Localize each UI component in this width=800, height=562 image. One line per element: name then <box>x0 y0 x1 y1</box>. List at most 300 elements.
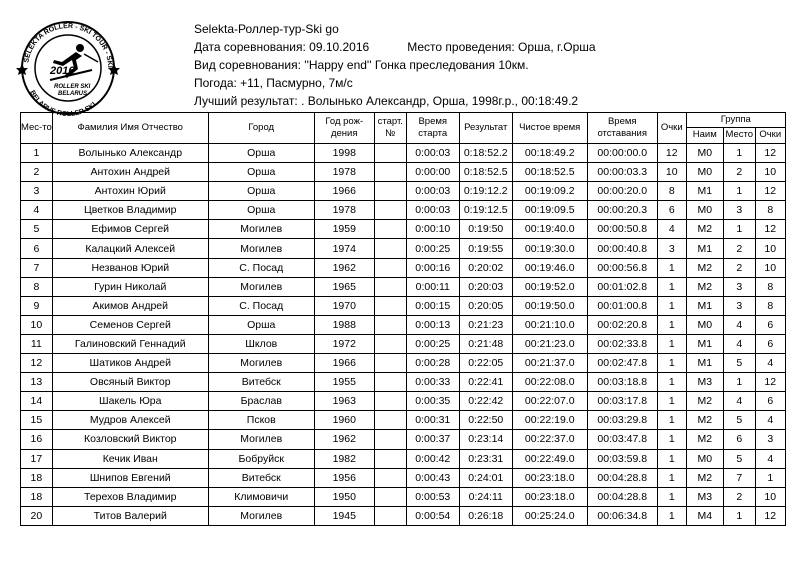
cell-group-place: 2 <box>723 239 755 258</box>
cell-place: 9 <box>21 296 53 315</box>
cell-result: 0:18:52.5 <box>459 163 512 182</box>
cell-name: Мудров Алексей <box>52 411 208 430</box>
cell-city: Могилев <box>208 220 314 239</box>
cell-points: 1 <box>657 411 686 430</box>
cell-place: 10 <box>21 315 53 334</box>
cell-net: 00:19:40.0 <box>512 220 587 239</box>
cell-result: 0:21:48 <box>459 334 512 353</box>
cell-start: 0:00:00 <box>406 163 459 182</box>
cell-result: 0:19:12.2 <box>459 182 512 201</box>
cell-group-points: 4 <box>755 411 785 430</box>
cell-name: Калацкий Алексей <box>52 239 208 258</box>
cell-lag: 00:00:56.8 <box>587 258 657 277</box>
cell-group-name: М2 <box>686 468 723 487</box>
cell-start: 0:00:03 <box>406 144 459 163</box>
cell-place: 14 <box>21 392 53 411</box>
cell-lag: 00:03:18.8 <box>587 373 657 392</box>
cell-result: 0:21:23 <box>459 315 512 334</box>
cell-net: 00:18:49.2 <box>512 144 587 163</box>
cell-bib <box>374 506 406 525</box>
cell-start: 0:00:28 <box>406 354 459 373</box>
cell-result: 0:23:31 <box>459 449 512 468</box>
cell-net: 00:19:46.0 <box>512 258 587 277</box>
cell-points: 8 <box>657 182 686 201</box>
cell-bib <box>374 296 406 315</box>
cell-group-points: 8 <box>755 296 785 315</box>
cell-year: 1962 <box>314 430 374 449</box>
cell-net: 00:22:07.0 <box>512 392 587 411</box>
cell-lag: 00:06:34.8 <box>587 506 657 525</box>
cell-group-name: М1 <box>686 239 723 258</box>
cell-result: 0:20:03 <box>459 277 512 296</box>
cell-lag: 00:01:02.8 <box>587 277 657 296</box>
event-logo <box>14 18 122 118</box>
cell-group-name: М1 <box>686 182 723 201</box>
cell-year: 1960 <box>314 411 374 430</box>
cell-bib <box>374 182 406 201</box>
logo-badge-line2: BELARUS <box>58 91 88 97</box>
cell-lag: 00:04:28.8 <box>587 468 657 487</box>
cell-result: 0:20:02 <box>459 258 512 277</box>
cell-place: 8 <box>21 277 53 296</box>
cell-place: 5 <box>21 220 53 239</box>
cell-year: 1945 <box>314 506 374 525</box>
cell-group-place: 5 <box>723 449 755 468</box>
table-row <box>21 430 786 449</box>
cell-net: 00:22:49.0 <box>512 449 587 468</box>
cell-result: 0:22:05 <box>459 354 512 373</box>
cell-lag: 00:02:20.8 <box>587 315 657 334</box>
cell-group-points: 4 <box>755 354 785 373</box>
cell-city: Браслав <box>208 392 314 411</box>
cell-group-name: М2 <box>686 430 723 449</box>
table-row <box>21 277 786 296</box>
date-place-line <box>194 38 596 56</box>
table-row <box>21 354 786 373</box>
cell-place: 1 <box>21 144 53 163</box>
cell-points: 1 <box>657 468 686 487</box>
cell-city: Витебск <box>208 468 314 487</box>
cell-year: 1963 <box>314 392 374 411</box>
cell-group-place: 4 <box>723 315 755 334</box>
cell-group-points: 3 <box>755 430 785 449</box>
cell-points: 4 <box>657 220 686 239</box>
cell-place: 16 <box>21 430 53 449</box>
cell-year: 1950 <box>314 487 374 506</box>
cell-bib <box>374 392 406 411</box>
cell-year: 1978 <box>314 201 374 220</box>
cell-group-place: 3 <box>723 277 755 296</box>
cell-lag: 00:04:28.8 <box>587 487 657 506</box>
cell-group-points: 6 <box>755 334 785 353</box>
cell-lag: 00:03:17.8 <box>587 392 657 411</box>
cell-start: 0:00:42 <box>406 449 459 468</box>
cell-net: 00:19:09.5 <box>512 201 587 220</box>
cell-group-name: М2 <box>686 277 723 296</box>
cell-place: 3 <box>21 182 53 201</box>
cell-place: 11 <box>21 334 53 353</box>
cell-group-name: М4 <box>686 506 723 525</box>
cell-start: 0:00:16 <box>406 258 459 277</box>
cell-group-place: 2 <box>723 487 755 506</box>
cell-city: Витебск <box>208 373 314 392</box>
cell-group-name: М1 <box>686 354 723 373</box>
cell-name: Галиновский Геннадий <box>52 334 208 353</box>
cell-result: 0:22:50 <box>459 411 512 430</box>
col-header-group-place: Место <box>723 127 755 143</box>
cell-points: 12 <box>657 144 686 163</box>
cell-group-points: 12 <box>755 373 785 392</box>
cell-place: 13 <box>21 373 53 392</box>
cell-city: С. Посад <box>208 258 314 277</box>
cell-place: 4 <box>21 201 53 220</box>
cell-year: 1982 <box>314 449 374 468</box>
cell-year: 1974 <box>314 239 374 258</box>
table-row <box>21 258 786 277</box>
cell-year: 1959 <box>314 220 374 239</box>
cell-points: 1 <box>657 430 686 449</box>
cell-start: 0:00:54 <box>406 506 459 525</box>
cell-city: Могилев <box>208 506 314 525</box>
cell-name: Шакель Юра <box>52 392 208 411</box>
cell-city: Могилев <box>208 277 314 296</box>
cell-points: 1 <box>657 487 686 506</box>
cell-start: 0:00:43 <box>406 468 459 487</box>
cell-name: Ефимов Сергей <box>52 220 208 239</box>
cell-city: С. Посад <box>208 296 314 315</box>
cell-net: 00:23:18.0 <box>512 468 587 487</box>
table-row <box>21 468 786 487</box>
cell-place: 6 <box>21 239 53 258</box>
cell-group-points: 12 <box>755 144 785 163</box>
cell-group-place: 2 <box>723 258 755 277</box>
table-row <box>21 487 786 506</box>
cell-name: Незванов Юрий <box>52 258 208 277</box>
cell-city: Шклов <box>208 334 314 353</box>
cell-bib <box>374 220 406 239</box>
col-header-start: Время старта <box>406 113 459 144</box>
cell-place: 7 <box>21 258 53 277</box>
cell-group-name: М2 <box>686 411 723 430</box>
table-row <box>21 392 786 411</box>
cell-city: Могилев <box>208 430 314 449</box>
col-header-place: Мес-то <box>21 113 53 144</box>
cell-bib <box>374 411 406 430</box>
cell-points: 3 <box>657 239 686 258</box>
cell-start: 0:00:37 <box>406 430 459 449</box>
cell-name: Антохин Юрий <box>52 182 208 201</box>
cell-group-place: 2 <box>723 163 755 182</box>
cell-lag: 00:00:00.0 <box>587 144 657 163</box>
cell-group-name: М0 <box>686 449 723 468</box>
cell-group-name: М0 <box>686 201 723 220</box>
competition-date: Дата соревнования: 09.10.2016 <box>194 40 370 54</box>
cell-result: 0:24:01 <box>459 468 512 487</box>
cell-city: Климовичи <box>208 487 314 506</box>
cell-name: Цветков Владимир <box>52 201 208 220</box>
cell-group-place: 5 <box>723 354 755 373</box>
table-row <box>21 182 786 201</box>
cell-city: Псков <box>208 411 314 430</box>
cell-net: 00:19:09.2 <box>512 182 587 201</box>
cell-lag: 00:00:03.3 <box>587 163 657 182</box>
cell-name: Терехов Владимир <box>52 487 208 506</box>
col-header-name: Фамилия Имя Отчество <box>52 113 208 144</box>
cell-year: 1998 <box>314 144 374 163</box>
table-row <box>21 315 786 334</box>
cell-bib <box>374 163 406 182</box>
cell-result: 0:19:55 <box>459 239 512 258</box>
cell-net: 00:21:23.0 <box>512 334 587 353</box>
cell-points: 1 <box>657 354 686 373</box>
cell-name: Титов Валерий <box>52 506 208 525</box>
cell-lag: 00:00:50.8 <box>587 220 657 239</box>
logo-badge-line1: ROLLER SKI <box>54 84 91 90</box>
cell-city: Могилев <box>208 239 314 258</box>
cell-group-points: 12 <box>755 220 785 239</box>
cell-group-points: 8 <box>755 201 785 220</box>
cell-net: 00:19:50.0 <box>512 296 587 315</box>
cell-group-points: 12 <box>755 182 785 201</box>
cell-bib <box>374 449 406 468</box>
cell-group-place: 5 <box>723 411 755 430</box>
cell-place: 18 <box>21 487 53 506</box>
cell-group-place: 1 <box>723 182 755 201</box>
cell-year: 1978 <box>314 163 374 182</box>
cell-year: 1966 <box>314 354 374 373</box>
cell-place: 15 <box>21 411 53 430</box>
logo-year: 2016 <box>50 65 75 77</box>
cell-group-name: М2 <box>686 392 723 411</box>
logo-ring-text: SELEKTA ROLLER - SKI TOUR - SKI <box>23 22 114 68</box>
cell-bib <box>374 201 406 220</box>
results-body <box>21 144 786 526</box>
cell-start: 0:00:11 <box>406 277 459 296</box>
cell-lag: 00:00:20.3 <box>587 201 657 220</box>
cell-group-place: 4 <box>723 334 755 353</box>
cell-year: 1970 <box>314 296 374 315</box>
cell-group-points: 10 <box>755 163 785 182</box>
cell-group-name: М3 <box>686 487 723 506</box>
cell-bib <box>374 239 406 258</box>
cell-city: Орша <box>208 315 314 334</box>
cell-points: 1 <box>657 258 686 277</box>
cell-group-name: М2 <box>686 220 723 239</box>
cell-start: 0:00:25 <box>406 239 459 258</box>
cell-start: 0:00:10 <box>406 220 459 239</box>
table-row <box>21 373 786 392</box>
cell-city: Орша <box>208 144 314 163</box>
cell-points: 1 <box>657 449 686 468</box>
cell-result: 0:20:05 <box>459 296 512 315</box>
cell-place: 20 <box>21 506 53 525</box>
cell-name: Волынько Александр <box>52 144 208 163</box>
cell-net: 00:22:19.0 <box>512 411 587 430</box>
cell-points: 1 <box>657 315 686 334</box>
cell-year: 1988 <box>314 315 374 334</box>
table-row <box>21 239 786 258</box>
cell-points: 1 <box>657 373 686 392</box>
cell-bib <box>374 373 406 392</box>
cell-group-name: М0 <box>686 163 723 182</box>
cell-name: Гурин Николай <box>52 277 208 296</box>
competition-place: Место проведения: Орша, г.Орша <box>407 40 596 54</box>
cell-net: 00:22:08.0 <box>512 373 587 392</box>
cell-net: 00:18:52.5 <box>512 163 587 182</box>
event-title: Selekta-Роллер-тур-Ski go <box>194 22 339 36</box>
cell-lag: 00:03:59.8 <box>587 449 657 468</box>
col-header-result: Результат <box>459 113 512 144</box>
cell-group-place: 7 <box>723 468 755 487</box>
cell-city: Орша <box>208 163 314 182</box>
cell-place: 12 <box>21 354 53 373</box>
results-table <box>20 112 786 526</box>
cell-start: 0:00:15 <box>406 296 459 315</box>
cell-lag: 00:02:33.8 <box>587 334 657 353</box>
cell-group-points: 1 <box>755 468 785 487</box>
cell-net: 00:21:10.0 <box>512 315 587 334</box>
cell-group-place: 1 <box>723 373 755 392</box>
cell-points: 1 <box>657 334 686 353</box>
cell-name: Кечик Иван <box>52 449 208 468</box>
cell-city: Бобруйск <box>208 449 314 468</box>
cell-start: 0:00:35 <box>406 392 459 411</box>
cell-bib <box>374 334 406 353</box>
cell-bib <box>374 487 406 506</box>
cell-bib <box>374 144 406 163</box>
col-header-lag: Время отставания <box>587 113 657 144</box>
logo-bottom-text: BELARUS ROLLER SKI <box>28 89 98 118</box>
cell-lag: 00:00:40.8 <box>587 239 657 258</box>
cell-start: 0:00:03 <box>406 182 459 201</box>
cell-name: Антохин Андрей <box>52 163 208 182</box>
cell-bib <box>374 277 406 296</box>
cell-net: 00:22:37.0 <box>512 430 587 449</box>
cell-bib <box>374 258 406 277</box>
cell-start: 0:00:53 <box>406 487 459 506</box>
cell-city: Орша <box>208 182 314 201</box>
cell-group-points: 4 <box>755 449 785 468</box>
cell-result: 0:19:50 <box>459 220 512 239</box>
cell-lag: 00:00:20.0 <box>587 182 657 201</box>
cell-group-points: 6 <box>755 392 785 411</box>
table-row <box>21 449 786 468</box>
col-header-city: Город <box>208 113 314 144</box>
cell-year: 1972 <box>314 334 374 353</box>
cell-group-place: 1 <box>723 144 755 163</box>
cell-city: Орша <box>208 201 314 220</box>
table-row <box>21 163 786 182</box>
cell-result: 0:22:42 <box>459 392 512 411</box>
cell-bib <box>374 315 406 334</box>
cell-start: 0:00:13 <box>406 315 459 334</box>
cell-name: Козловский Виктор <box>52 430 208 449</box>
cell-bib <box>374 468 406 487</box>
table-row <box>21 201 786 220</box>
col-header-group-points: Очки <box>755 127 785 143</box>
best-result: Лучший результат: . Волынько Александр, Орша, 1998г.р., 00:18:49.2 <box>194 94 579 108</box>
cell-name: Шатиков Андрей <box>52 354 208 373</box>
cell-start: 0:00:25 <box>406 334 459 353</box>
table-row <box>21 220 786 239</box>
cell-result: 0:18:52.2 <box>459 144 512 163</box>
cell-points: 10 <box>657 163 686 182</box>
cell-group-place: 1 <box>723 506 755 525</box>
cell-group-place: 4 <box>723 392 755 411</box>
cell-start: 0:00:33 <box>406 373 459 392</box>
cell-group-name: М0 <box>686 144 723 163</box>
cell-group-name: М3 <box>686 373 723 392</box>
cell-lag: 00:03:47.8 <box>587 430 657 449</box>
cell-place: 18 <box>21 468 53 487</box>
cell-bib <box>374 430 406 449</box>
table-row <box>21 144 786 163</box>
cell-group-name: М1 <box>686 296 723 315</box>
weather: Погода: +11, Пасмурно, 7м/с <box>194 76 353 90</box>
cell-name: Шнипов Евгений <box>52 468 208 487</box>
table-row <box>21 411 786 430</box>
col-header-group-name: Наим <box>686 127 723 143</box>
cell-year: 1966 <box>314 182 374 201</box>
cell-net: 00:21:37.0 <box>512 354 587 373</box>
cell-points: 1 <box>657 296 686 315</box>
cell-name: Акимов Андрей <box>52 296 208 315</box>
cell-year: 1956 <box>314 468 374 487</box>
cell-group-place: 6 <box>723 430 755 449</box>
cell-city: Могилев <box>208 354 314 373</box>
cell-lag: 00:02:47.8 <box>587 354 657 373</box>
cell-group-points: 6 <box>755 315 785 334</box>
cell-start: 0:00:03 <box>406 201 459 220</box>
cell-lag: 00:03:29.8 <box>587 411 657 430</box>
col-header-year: Год рож-дения <box>314 113 374 144</box>
cell-result: 0:24:11 <box>459 487 512 506</box>
table-row <box>21 296 786 315</box>
cell-result: 0:23:14 <box>459 430 512 449</box>
cell-name: Овсяный Виктор <box>52 373 208 392</box>
cell-year: 1955 <box>314 373 374 392</box>
cell-year: 1962 <box>314 258 374 277</box>
cell-points: 6 <box>657 201 686 220</box>
cell-group-points: 10 <box>755 258 785 277</box>
cell-lag: 00:01:00.8 <box>587 296 657 315</box>
col-header-group: Группа <box>686 113 785 128</box>
col-header-net: Чистое время <box>512 113 587 144</box>
cell-group-name: М1 <box>686 334 723 353</box>
cell-group-name: М0 <box>686 315 723 334</box>
cell-place: 2 <box>21 163 53 182</box>
cell-result: 0:22:41 <box>459 373 512 392</box>
cell-result: 0:19:12.5 <box>459 201 512 220</box>
cell-group-place: 3 <box>723 296 755 315</box>
cell-year: 1965 <box>314 277 374 296</box>
cell-name: Семенов Сергей <box>52 315 208 334</box>
cell-group-points: 10 <box>755 487 785 506</box>
cell-result: 0:26:18 <box>459 506 512 525</box>
table-row <box>21 506 786 525</box>
cell-net: 00:23:18.0 <box>512 487 587 506</box>
cell-net: 00:25:24.0 <box>512 506 587 525</box>
cell-group-place: 3 <box>723 201 755 220</box>
col-header-bib: старт. № <box>374 113 406 144</box>
competition-type: Вид соревнования: ''Happy end'' Гонка преследования 10км. <box>194 58 529 72</box>
cell-net: 00:19:30.0 <box>512 239 587 258</box>
cell-group-place: 1 <box>723 220 755 239</box>
cell-points: 1 <box>657 506 686 525</box>
cell-place: 17 <box>21 449 53 468</box>
cell-start: 0:00:31 <box>406 411 459 430</box>
cell-group-name: М2 <box>686 258 723 277</box>
